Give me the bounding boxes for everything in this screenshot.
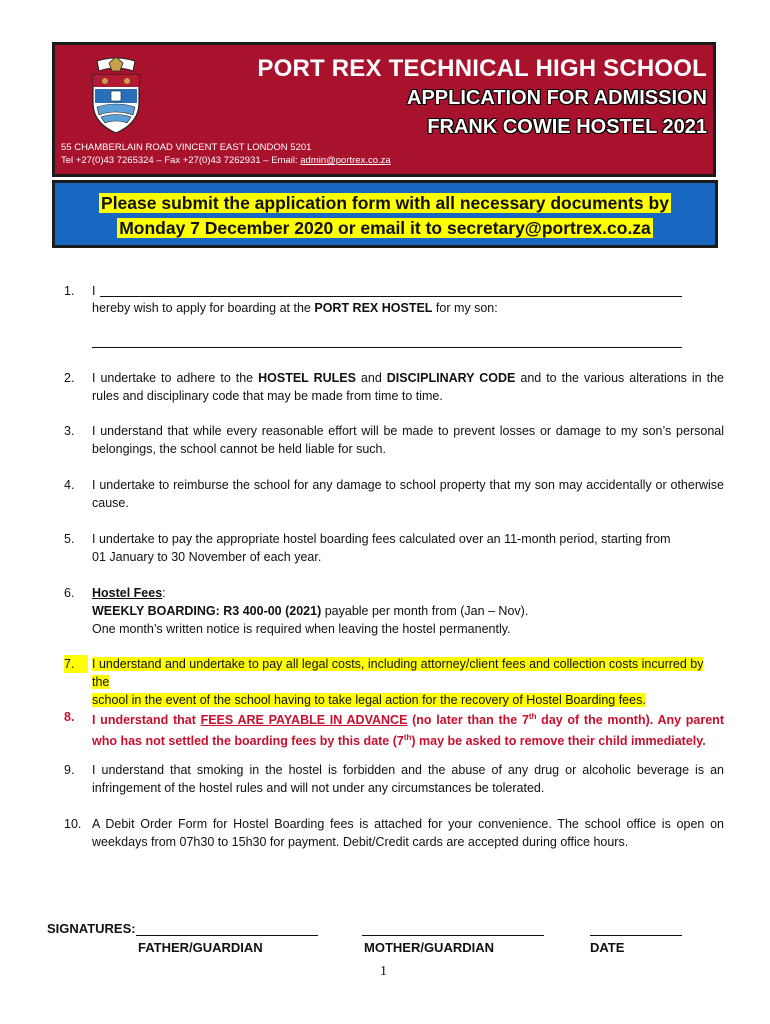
item-number: 7. — [64, 655, 88, 673]
father-signature-field[interactable] — [136, 935, 318, 936]
item-8-warning-end: ) may be asked to remove their child immediately. — [411, 734, 706, 749]
item-1-bold: PORT REX HOSTEL — [314, 301, 433, 315]
item-number: 8. — [64, 710, 75, 724]
heading-colon: : — [162, 586, 166, 600]
contact-phone-fax: Tel +27(0)43 7265324 – Fax +27(0)43 7262931 – Email: — [61, 155, 301, 166]
item-10-text: A Debit Order Form for Hostel Boarding fees is attached for your convenience. The school office is open on weekdays from 07h30 to 15h30 for payment. Debit/Credit cards are accepted during office hours. — [92, 817, 724, 849]
item-5-line-1: I undertake to pay the appropriate hostel boarding fees calculated over an 11-month period, starting from — [92, 532, 671, 546]
fees-in-advance-label: FEES ARE PAYABLE IN ADVANCE — [200, 713, 408, 728]
item-1-text: hereby wish to apply for boarding at the — [92, 301, 315, 315]
mother-guardian-label: MOTHER/GUARDIAN — [364, 940, 494, 955]
item-number: 4. — [64, 478, 75, 492]
father-guardian-label: FATHER/GUARDIAN — [138, 940, 263, 955]
applicant-name-field[interactable] — [100, 296, 682, 297]
hostel-title: FRANK COWIE HOSTEL 2021 — [427, 116, 707, 138]
item-2-text: I undertake to adhere to the — [92, 371, 259, 385]
item-9-text: I understand that smoking in the hostel is forbidden and the abuse of any drug or alcoholic beverage is an infringement of the hostel rules and will not under any circumstances be tolerated. — [92, 763, 724, 795]
hostel-fees-heading: Hostel Fees — [92, 586, 163, 600]
item-5-line-2: 01 January to 30 November of each year. — [92, 550, 322, 564]
list-item-9 — [64, 761, 724, 797]
submission-notice — [52, 180, 718, 248]
school-header — [52, 42, 716, 177]
list-item-8 — [64, 708, 724, 750]
form-title: APPLICATION FOR ADMISSION — [407, 87, 707, 109]
list-item-1 — [64, 282, 724, 300]
date-label: DATE — [590, 940, 625, 955]
notice-line-2: Monday 7 December 2020 or email it to secretary@portrex.co.za — [119, 218, 651, 238]
date-field[interactable] — [590, 935, 682, 936]
son-name-field[interactable] — [92, 347, 682, 348]
item-7-line-1: I understand and undertake to pay all legal costs, including attorney/client fees and collection costs incurred by the — [92, 657, 704, 689]
item-number: 5. — [64, 532, 75, 546]
school-name: PORT REX TECHNICAL HIGH SCHOOL — [257, 55, 707, 82]
fee-period: payable per month from (Jan – Nov). — [321, 604, 529, 618]
item-number: 10. — [64, 817, 82, 831]
item-number: 6. — [64, 586, 75, 600]
list-item-10 — [64, 815, 724, 851]
list-item-1-body — [64, 299, 724, 317]
list-item-3 — [64, 422, 724, 458]
item-1-text-end: for my son: — [432, 301, 498, 315]
school-contact — [61, 155, 391, 166]
contact-email-link[interactable]: admin@portrex.co.za — [300, 155, 391, 166]
notice-line-1: Please submit the application form with all necessary documents by — [101, 193, 669, 213]
disciplinary-code-label: DISCIPLINARY CODE — [386, 371, 516, 385]
item-8-warning: day of the month). Any parent who has not settled the boarding fees by this date (7 — [92, 713, 724, 749]
list-item-2 — [64, 369, 724, 405]
school-address: 55 CHAMBERLAIN ROAD VINCENT EAST LONDON 5201 — [61, 142, 312, 153]
ordinal-suffix: th — [403, 733, 412, 743]
item-3-text: I understand that while every reasonable effort will be made to prevent losses or damage to my son’s personal belongings, the school cannot be held liable for such. — [92, 424, 724, 456]
item-2-text-end: and to the various alterations in the rules and disciplinary code that may be made from time to time. — [92, 371, 724, 403]
mother-signature-field[interactable] — [362, 935, 544, 936]
item-2-and: and — [355, 371, 387, 385]
item-number: 3. — [64, 424, 75, 438]
list-item-7 — [64, 655, 724, 709]
item-7-line-2: school in the event of the school having to take legal action for the recovery of Hostel Boarding fees. — [92, 693, 646, 707]
item-1-prefix: I — [92, 284, 96, 298]
list-item-4 — [64, 476, 724, 512]
item-8-text: I understand that — [92, 713, 201, 728]
ordinal-suffix: th — [528, 712, 537, 721]
signatures-label: SIGNATURES: — [47, 921, 136, 936]
page-number: 1 — [380, 964, 387, 979]
item-number: 9. — [64, 763, 75, 777]
weekly-boarding-fee: WEEKLY BOARDING: R3 400-00 (2021) — [92, 604, 322, 618]
list-item-5 — [64, 530, 724, 566]
item-8-deadline: (no later than the 7 — [407, 713, 529, 728]
item-number: 1. — [64, 284, 75, 298]
item-number: 2. — [64, 371, 75, 385]
hostel-rules-label: HOSTEL RULES — [258, 371, 356, 385]
notice-requirement: One month’s written notice is required when leaving the hostel permanently. — [92, 622, 511, 636]
school-crest-icon — [87, 57, 145, 135]
item-4-text: I undertake to reimburse the school for any damage to school property that my son may accidentally or otherwise cause. — [92, 478, 724, 510]
list-item-6 — [64, 584, 724, 638]
